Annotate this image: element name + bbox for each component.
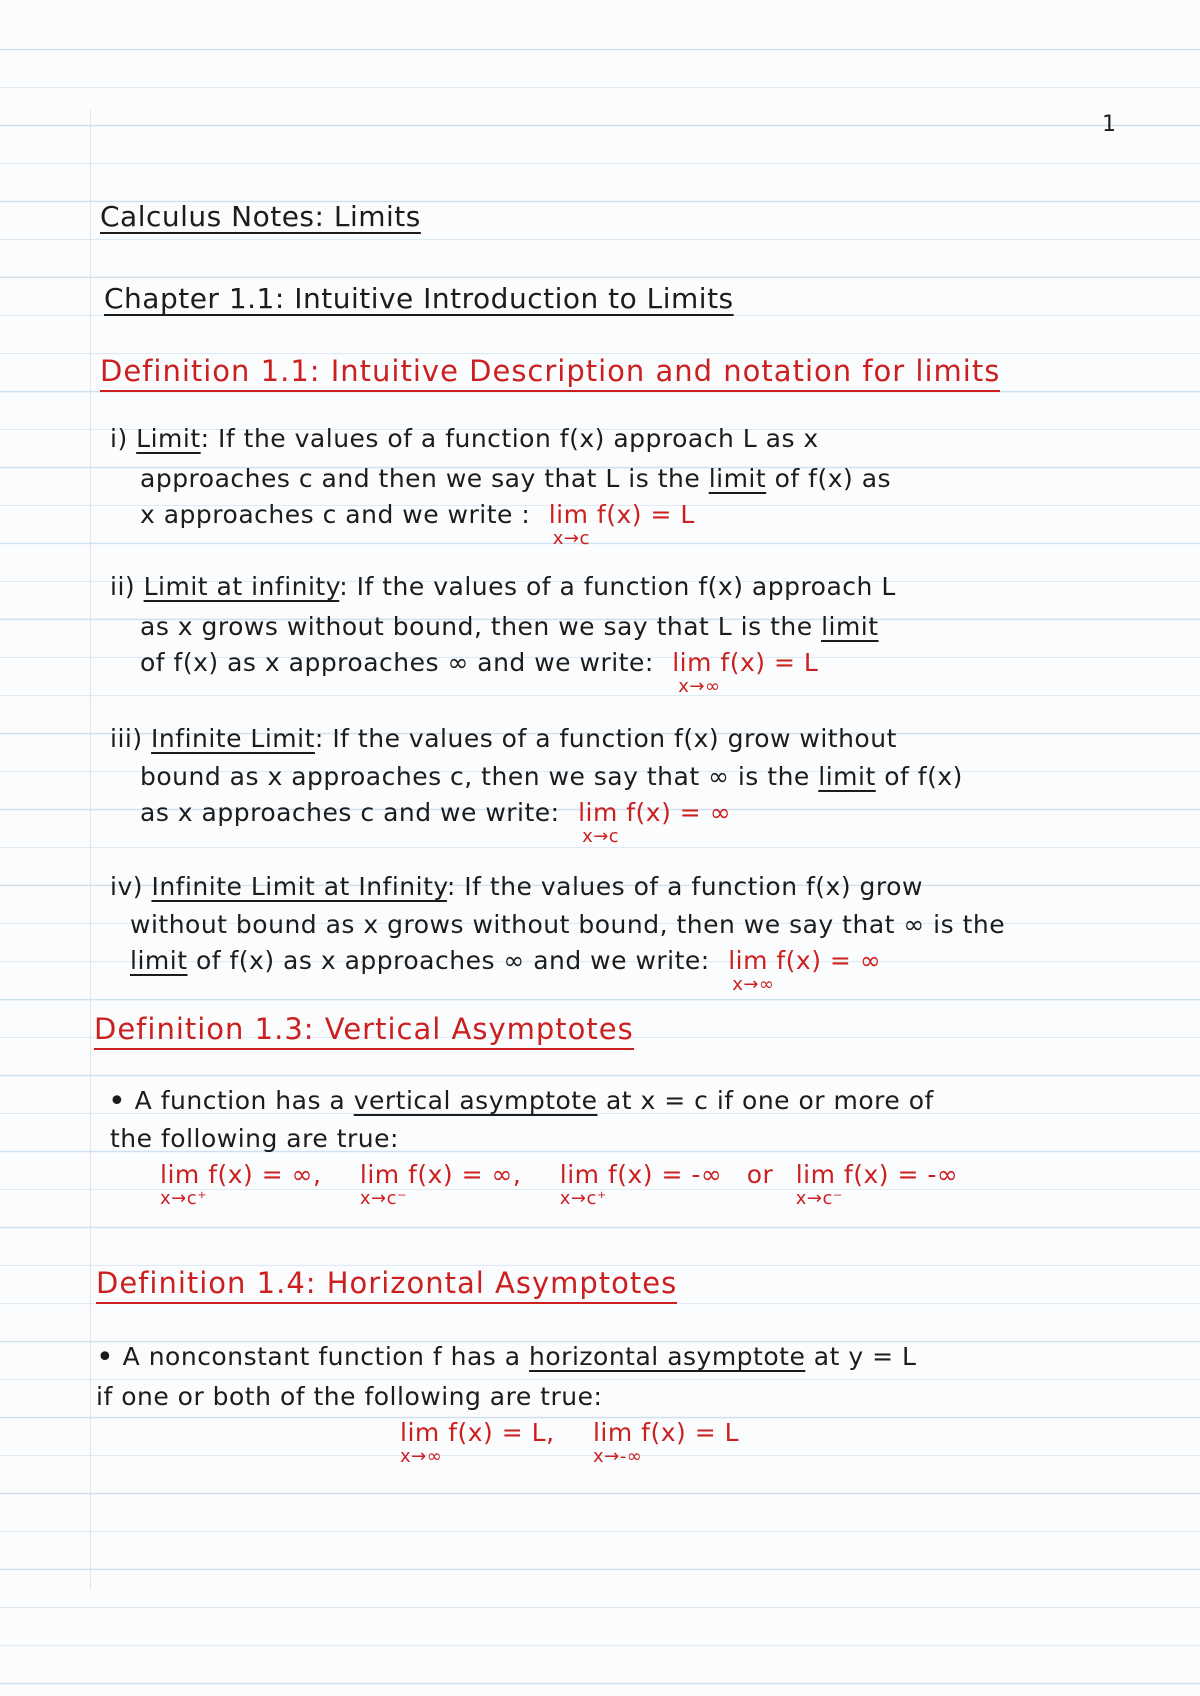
def-ii-text-2a: as x grows without bound, then we say that L is the [140, 612, 813, 641]
def-1-4-line-2 [96, 1382, 602, 1411]
def-i-text-2b: of f(x) as [774, 464, 892, 493]
def-1-4-text-1b: at y = L [813, 1342, 917, 1371]
def-1-4-term: horizontal asymptote [529, 1342, 806, 1371]
def-iv-lim-subscript: x→∞ [732, 974, 775, 995]
def-i-text-2a: approaches c and then we say that L is the [140, 464, 701, 493]
vertical-limit-3-subscript: x→c⁺ [559, 1188, 607, 1209]
definition-1-4-heading-text: Definition 1.4: Horizontal Asymptotes [96, 1266, 677, 1304]
def-i-number: i) [110, 424, 128, 453]
margin-line [90, 110, 91, 1590]
horizontal-limit-1-expr: lim f(x) = L [400, 1418, 547, 1447]
def-1-3-limits-row: lim f(x) = ∞ x→c⁺ , lim f(x) = ∞ x→c⁻ , lim f(x) = -∞ x→c⁺ or lim f(x) = -∞ x→c⁻ [160, 1160, 959, 1209]
vertical-limit-4-subscript: x→c⁻ [795, 1188, 843, 1209]
definition-1-3-heading-text: Definition 1.3: Vertical Asymptotes [94, 1012, 634, 1050]
def-1-4-limits-row: lim f(x) = L x→∞ , lim f(x) = L x→-∞ [400, 1418, 740, 1467]
def-ii-text-1: If the values of a function f(x) approach L [356, 572, 896, 601]
def-iv-line-1: iv) Infinite Limit at Infinity: If the values of a function f(x) grow [110, 872, 923, 901]
def-iv-line-3 [130, 946, 882, 995]
def-1-3-line-2 [110, 1124, 399, 1153]
def-iii-line-1: iii) Infinite Limit: If the values of a function f(x) grow without [110, 724, 897, 753]
def-iii-limit-expression [578, 798, 732, 847]
def-1-3-text-1a: A function has a [134, 1086, 346, 1115]
def-ii-line-3 [140, 648, 819, 697]
def-ii-limit-expression [672, 648, 819, 697]
def-iv-limit-expression [728, 946, 882, 995]
def-iii-text-3: as x approaches c and we write: [140, 798, 560, 827]
def-iv-number: iv) [110, 872, 143, 901]
def-iii-text-1: If the values of a function f(x) grow without [332, 724, 897, 753]
def-i-limit-word: limit [708, 464, 767, 493]
horizontal-limit-2 [592, 1418, 740, 1467]
def-iii-line-3 [140, 798, 732, 847]
def-ii-line-2 [140, 612, 879, 641]
vertical-limit-1-subscript: x→c⁺ [160, 1188, 208, 1209]
def-1-3-text-2: the following are true: [110, 1124, 399, 1153]
def-ii-lim-subscript: x→∞ [678, 676, 721, 697]
def-iv-limit-word: limit [130, 946, 188, 975]
or-word: or [746, 1160, 774, 1189]
def-iv-term: Infinite Limit at Infinity [151, 872, 447, 901]
def-1-4-text-1a: A nonconstant function f has a [122, 1342, 521, 1371]
def-ii-lim: lim f(x) = L [672, 648, 819, 677]
def-iii-line-2 [140, 762, 963, 791]
definition-1-4-heading [96, 1266, 677, 1300]
def-iii-term: Infinite Limit [151, 724, 315, 753]
def-iii-lim: lim f(x) = ∞ [578, 798, 732, 827]
def-i-line-3 [140, 500, 695, 549]
def-iv-text-1: If the values of a function f(x) grow [464, 872, 923, 901]
horizontal-limit-2-subscript: x→-∞ [592, 1446, 643, 1467]
def-i-lim: lim f(x) = L [548, 500, 695, 529]
horizontal-limit-2-expr: lim f(x) = L [592, 1418, 740, 1447]
def-iii-text-2b: of f(x) [884, 762, 963, 791]
def-ii-text-3: of f(x) as x approaches ∞ and we write: [140, 648, 654, 677]
vertical-limit-2 [359, 1160, 513, 1209]
vertical-limit-4-expr: lim f(x) = -∞ [795, 1160, 959, 1189]
def-i-line-2 [140, 464, 891, 493]
def-iii-lim-subscript: x→c [582, 826, 620, 847]
definition-1-1-heading-text: Definition 1.1: Intuitive Description and notation for limits [100, 354, 1000, 392]
def-ii-term: Limit at infinity [143, 572, 340, 601]
vertical-limit-4 [795, 1160, 959, 1209]
def-iv-text-3: of f(x) as x approaches ∞ and we write: [195, 946, 710, 975]
def-1-3-term: vertical asymptote [353, 1086, 598, 1115]
bullet-icon: • [108, 1084, 127, 1119]
def-1-4-line-1 [96, 1340, 917, 1375]
def-iv-line-2 [130, 910, 1005, 939]
def-i-limit-expression [548, 500, 695, 549]
page-number: 1 [1102, 112, 1116, 137]
def-iii-text-2a: bound as x approaches c, then we say that ∞ is the [140, 762, 810, 791]
page-title: Calculus Notes: Limits [100, 200, 421, 233]
vertical-limit-1 [160, 1160, 313, 1209]
def-ii-limit-word: limit [821, 612, 879, 641]
horizontal-limit-1-subscript: x→∞ [400, 1446, 443, 1467]
def-iii-limit-word: limit [818, 762, 876, 791]
horizontal-limit-1 [400, 1418, 547, 1467]
def-i-text-3: x approaches c and we write : [140, 500, 531, 529]
bullet-icon: • [96, 1340, 115, 1375]
chapter-heading: Chapter 1.1: Intuitive Introduction to Limits [104, 282, 734, 315]
def-i-lim-subscript: x→c [552, 528, 590, 549]
def-i-line-1: i) Limit: If the values of a function f(x) approach L as x [110, 424, 819, 453]
def-ii-line-1: ii) Limit at infinity: If the values of a function f(x) approach L [110, 572, 896, 601]
def-1-4-text-2: if one or both of the following are true: [96, 1382, 603, 1411]
def-iv-text-2: without bound as x grows without bound, then we say that ∞ is the [130, 910, 1006, 939]
definition-1-1-heading [100, 354, 1000, 388]
vertical-limit-1-expr: lim f(x) = ∞ [160, 1160, 313, 1189]
def-iv-lim: lim f(x) = ∞ [728, 946, 882, 975]
vertical-limit-3-expr: lim f(x) = -∞ [559, 1160, 723, 1189]
def-1-3-line-1 [108, 1084, 934, 1119]
def-i-text-1: If the values of a function f(x) approach L as x [218, 424, 819, 453]
vertical-limit-3 [559, 1160, 723, 1209]
def-i-term: Limit [136, 424, 201, 453]
definition-1-3-heading [94, 1012, 634, 1046]
def-1-3-text-1b: at x = c if one or more of [605, 1086, 934, 1115]
def-ii-number: ii) [110, 572, 136, 601]
vertical-limit-2-subscript: x→c⁻ [359, 1188, 408, 1209]
vertical-limit-2-expr: lim f(x) = ∞ [359, 1160, 513, 1189]
def-iii-number: iii) [110, 724, 143, 753]
